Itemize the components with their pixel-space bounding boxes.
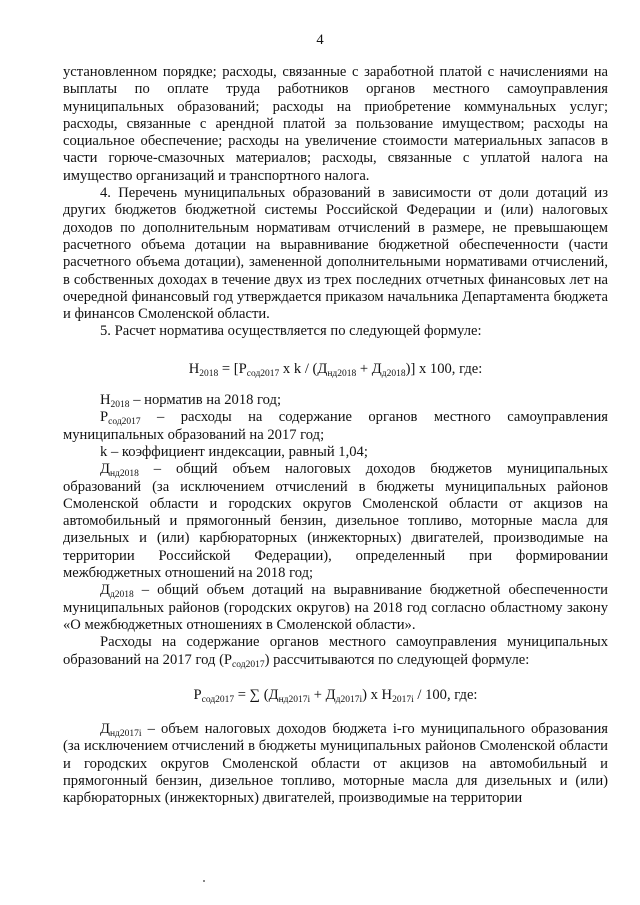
paragraph-item-4: 4. Перечень муниципальных образований в зависимости от доли дотаций из других бюджетов бюджетной системы Российской Федерации и (или) налоговых доходов по дополнительным нормативам отчислений в размере, не превышающем расчетного объема дотации на выравнивание бюджетной обеспеченности (части расчетного объема дотации), замененной дополнительными нормативами отчислений, в собственных доходах в течение двух из трех последних отчетных финансовых лет на очередной финансовый год утверждается приказом начальника Департамента бюджета и финансов Смоленской области. bbox=[63, 185, 608, 323]
paragraph-expenses-list: установленном порядке; расходы, связанные с заработной платой с начислениями на выплаты по оплате труда работников органов местного самоуправления муниципальных образований; расходы на приобретение коммунальных услуг; расходы, связанные с арендной платой за пользование имуществом; расходы на социальное обеспечение; расходы на увеличение стоимости материальных запасов в части горюче-смазочных материалов; расходы, связанные с уплатой налога на имущество организаций и транспортного налога. bbox=[63, 64, 608, 184]
definition-dnd2018: $Д_{нд2018}$ – общий объем налоговых доходов бюджетов муниципальных образований (за исключением отчислений в бюджеты муниципальных районов Смоленской области и городских округов Смоленской области от акцизов на автомобильный и прямогонный бензин, дизельное топливо, моторные масла для дизельных и (или) карбюраторных (инжекторных) двигателей, производимые на территории Российской Федерации), определенный при формировании межбюджетных отношений на 2018 год; bbox=[63, 461, 608, 582]
definition-dnd2017i: $Д_{нд2017i}$ – объем налоговых доходов бюджета i-го муниципального образования (за исключением отчислений в бюджеты муниципальных районов Смоленской области и городских округов Смоленской области от акцизов на автомобильный и прямогонный бензин, дизельное топливо, моторные масла для дизельных и (или) карбюраторных (инжекторных) двигателей, производимые на территории bbox=[63, 721, 608, 807]
paragraph-expenses-2017: Расходы на содержание органов местного самоуправления муниципальных образований на 2017 год $(Р_{сод2017})$ рассчитываются по следующей формуле: bbox=[63, 634, 608, 670]
formula-norm-2018: $Н_{2018} = [Р_{сод2017}$ x $k / (Д_{нд2018} + Д_{д2018})$] x 100, где: bbox=[188, 360, 483, 379]
definition-psod2017: $Р_{сод2017}$ – расходы на содержание органов местного самоуправления муниципальных образований на 2017 год; bbox=[63, 409, 608, 443]
page-number: 4 bbox=[316, 32, 324, 48]
paragraph-item-5: 5. Расчет норматива осуществляется по следующей формуле: bbox=[100, 323, 482, 340]
definition-dd2018: $Д_{д2018}$ – общий объем дотаций на выравнивание бюджетной обеспеченности муниципальных районов (городских округов) на 2018 год согласно областному закону «О межбюджетных отношениях в Смоленской области». bbox=[63, 582, 608, 633]
document-body bbox=[63, 64, 608, 808]
formula-expenses-2017: $Р_{сод2017}$ = ∑ $(Д_{нд2017i} + Д_{д2017i})$ x $Н_{2017i} / 100$, где: bbox=[193, 686, 478, 705]
scan-speck bbox=[203, 880, 205, 882]
definition-h2018: $Н_{2018}$ – норматив на 2018 год; bbox=[100, 392, 282, 411]
definition-k: k – коэффициент индексации, равный 1,04; bbox=[100, 443, 368, 460]
